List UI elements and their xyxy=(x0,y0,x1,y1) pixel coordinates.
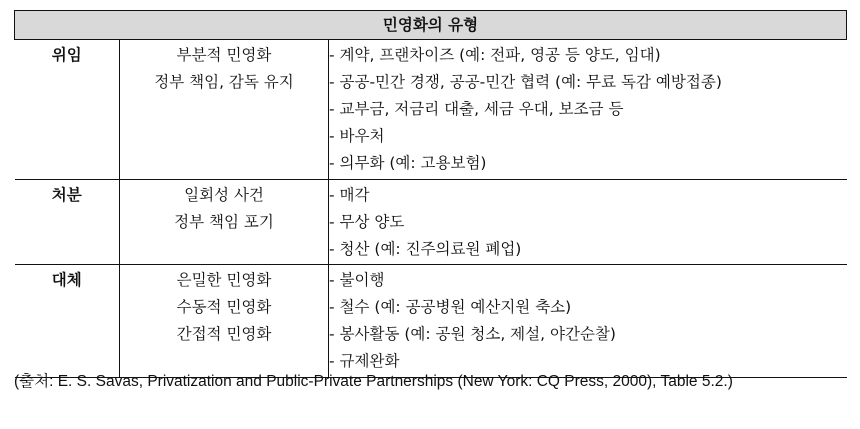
list-item: - 청산 (예: 진주의료원 폐업) xyxy=(329,240,522,258)
description-line: 간접적 민영화 xyxy=(176,325,272,343)
description-line: 수동적 민영화 xyxy=(176,298,272,316)
description-line: 정부 책임, 감독 유지 xyxy=(154,73,294,91)
list-item: - 철수 (예: 공공병원 예산지원 축소) xyxy=(329,298,572,316)
category-cell: 대체 xyxy=(15,265,120,378)
description-line: 부분적 민영화 xyxy=(176,46,272,64)
list-item: - 규제완화 xyxy=(329,352,400,370)
description-cell xyxy=(120,265,329,378)
privatization-types-table xyxy=(14,10,847,378)
list-item: - 공공-민간 경쟁, 공공-민간 협력 (예: 무료 독감 예방접종) xyxy=(329,73,722,91)
category-cell: 처분 xyxy=(15,180,120,265)
table-row xyxy=(15,180,847,265)
description-line: 정부 책임 포기 xyxy=(174,213,274,231)
table-header-row xyxy=(15,11,847,40)
description-line: 은밀한 민영화 xyxy=(176,271,272,289)
list-item: - 불이행 xyxy=(329,271,385,289)
items-cell xyxy=(329,180,847,265)
list-item: - 교부금, 저금리 대출, 세금 우대, 보조금 등 xyxy=(329,100,624,118)
list-item: - 계약, 프랜차이즈 (예: 전파, 영공 등 양도, 임대) xyxy=(329,46,661,64)
list-item: - 봉사활동 (예: 공원 청소, 제설, 야간순찰) xyxy=(329,325,616,343)
list-item: - 매각 xyxy=(329,186,370,204)
list-item: - 무상 양도 xyxy=(329,213,405,231)
table-row xyxy=(15,265,847,378)
source-citation: (출처: E. S. Savas, Privatization and Public-Private Partnerships (New York: CQ Press, 2000), Table 5.2.) xyxy=(14,373,733,390)
table-title: 민영화의 유형 xyxy=(15,11,847,40)
description-cell xyxy=(120,180,329,265)
table-row xyxy=(15,40,847,180)
description-line: 일회성 사건 xyxy=(184,186,264,204)
items-cell xyxy=(329,40,847,180)
list-item: - 의무화 (예: 고용보험) xyxy=(329,154,487,172)
list-item: - 바우처 xyxy=(329,127,385,145)
description-cell xyxy=(120,40,329,180)
category-cell: 위임 xyxy=(15,40,120,180)
items-cell xyxy=(329,265,847,378)
